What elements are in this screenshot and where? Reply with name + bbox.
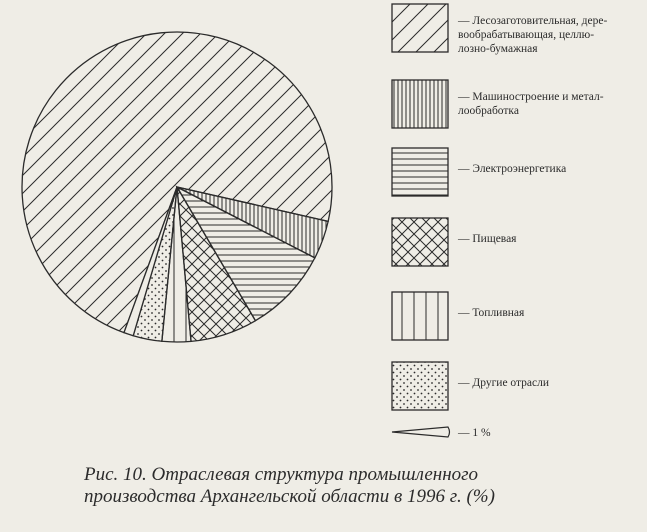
legend-swatch-2: [392, 80, 448, 128]
legend-label-6-line-1: — Другие отрасли: [458, 377, 550, 389]
legend-label-5-line-1: — Топливная: [458, 307, 525, 319]
caption-line-1: Рис. 10. Отраслевая структура промышленного: [84, 464, 479, 485]
caption-line-2: производства Архангельской области в 1996 г. (%): [84, 486, 495, 507]
legend-label-1-line-2: вообрабатывающая, целлю-: [458, 29, 595, 41]
legend-item-5: [392, 292, 525, 340]
legend-item-2: [392, 80, 604, 128]
legend-item-1: [392, 4, 607, 55]
figure-caption: [84, 464, 624, 508]
legend-swatch-6: [392, 362, 448, 410]
pie-slices: [22, 32, 332, 342]
legend: [392, 4, 607, 439]
legend-item-4: [392, 218, 517, 266]
legend-swatch-1: [392, 4, 448, 52]
legend-swatch-5: [392, 292, 448, 340]
legend-item-3: [392, 148, 566, 196]
legend-label-3-line-1: — Электроэнергетика: [458, 163, 567, 175]
legend-swatch-7: [392, 427, 450, 437]
legend-item-7: [392, 427, 491, 439]
legend-label-1-line-1: — Лесозаготовительная, дере-: [458, 15, 608, 27]
legend-label-4-line-1: — Пищевая: [458, 233, 517, 245]
legend-label-2-line-1: — Машиностроение и метал-: [458, 91, 604, 103]
legend-swatch-4: [392, 218, 448, 266]
legend-item-6: [392, 362, 549, 410]
legend-label-1-line-3: лозно-бумажная: [458, 43, 538, 55]
legend-label-2-line-2: лообработка: [458, 105, 519, 117]
legend-swatch-3: [392, 148, 448, 196]
legend-label-7-line-1: — 1 %: [458, 427, 491, 439]
